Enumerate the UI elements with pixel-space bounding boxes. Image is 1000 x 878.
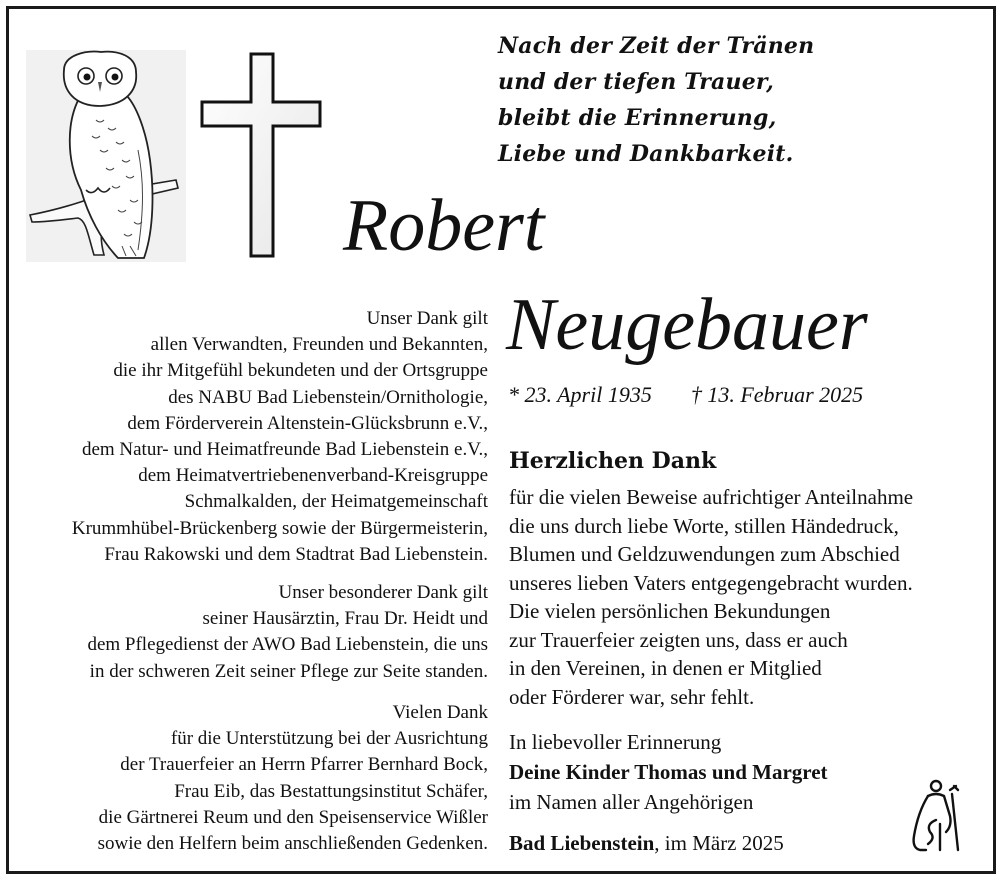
date: , im März 2025: [654, 831, 784, 855]
thanks-line: dem Pflegedienst der AWO Bad Liebenstein, die uns: [87, 634, 488, 656]
life-dates: [508, 382, 863, 408]
last-name: Neugebauer: [506, 284, 868, 366]
poem-line: bleibt die Erinnerung,: [498, 105, 777, 131]
publisher-logo-icon: [906, 776, 968, 856]
thanks-line: dem Förderverein Altenstein-Glücksbrunn e.V.,: [127, 412, 488, 434]
message-line: in den Vereinen, in denen er Mitglied: [509, 656, 822, 680]
death-date: † 13. Februar 2025: [690, 382, 864, 407]
thanks-line: seiner Hausärztin, Frau Dr. Heidt und: [202, 608, 488, 630]
thanks-line: Unser besonderer Dank gilt: [278, 582, 488, 603]
thanks-block-special: [87, 580, 488, 685]
place-date-line: [509, 828, 784, 858]
message-line: die uns durch liebe Worte, stillen Händedruck,: [509, 513, 899, 538]
owl-icon: [26, 50, 186, 262]
message-line: zur Trauerfeier zeigten uns, dass er auch: [509, 627, 848, 652]
thanks-line: sowie den Helfern beim anschließenden Gedenken.: [97, 833, 488, 855]
thanks-block-support: [98, 700, 488, 857]
thanks-heading: Herzlichen Dank: [509, 448, 717, 474]
thanks-line: allen Verwandten, Freunden und Bekannten,: [150, 334, 488, 356]
thanks-line: der Trauerfeier an Herrn Pfarrer Bernhard Bock,: [120, 754, 488, 776]
thanks-line: Vielen Dank: [392, 702, 488, 723]
first-name: Robert: [343, 185, 545, 267]
message-line: Die vielen persönlichen Bekundungen: [509, 599, 831, 623]
message-line: oder Förderer war, sehr fehlt.: [509, 684, 755, 709]
message-line: unseres lieben Vaters entgegengebracht wurden.: [509, 570, 913, 595]
poem-line: Liebe und Dankbarkeit.: [498, 141, 794, 167]
poem-line: Nach der Zeit der Tränen: [498, 33, 815, 59]
thanks-message: [509, 483, 913, 711]
family-line: Deine Kinder Thomas und Margret: [509, 760, 828, 784]
poem-line: und der tiefen Trauer,: [498, 69, 774, 95]
poem: [498, 28, 814, 172]
thanks-line: Unser Dank gilt: [366, 308, 488, 329]
cross-icon: [198, 52, 324, 260]
closing-line: In liebevoller Erinnerung: [509, 730, 722, 754]
thanks-line: Frau Eib, das Bestattungsinstitut Schäfer,: [174, 780, 488, 802]
thanks-line: dem Natur- und Heimatfreunde Bad Liebenstein e.V.,: [81, 439, 488, 461]
thanks-block-general: [72, 306, 488, 568]
thanks-line: in der schweren Zeit seiner Pflege zur Seite standen.: [89, 660, 488, 682]
signature-block: [509, 727, 828, 817]
thanks-line: die Gärtnerei Reum und den Speisenservice Wißler: [98, 806, 488, 828]
thanks-line: Krummhübel-Brückenberg sowie der Bürgermeisterin,: [71, 517, 488, 539]
thanks-line: Frau Rakowski und dem Stadtrat Bad Liebenstein.: [104, 543, 488, 565]
thanks-line: des NABU Bad Liebenstein/Ornithologie,: [168, 386, 488, 408]
thanks-line: Schmalkalden, der Heimatgemeinschaft: [184, 491, 488, 513]
message-line: für die vielen Beweise aufrichtiger Anteilnahme: [509, 485, 914, 509]
message-line: Blumen und Geldzuwendungen zum Abschied: [509, 542, 900, 566]
place: Bad Liebenstein: [509, 831, 655, 855]
thanks-line: dem Heimatvertriebenenverband-Kreisgruppe: [138, 465, 488, 487]
on-behalf-line: im Namen aller Angehörigen: [509, 790, 754, 814]
thanks-line: die ihr Mitgefühl bekundeten und der Ortsgruppe: [113, 360, 488, 382]
thanks-line: für die Unterstützung bei der Ausrichtung: [170, 728, 488, 750]
birth-date: * 23. April 1935: [508, 382, 652, 407]
